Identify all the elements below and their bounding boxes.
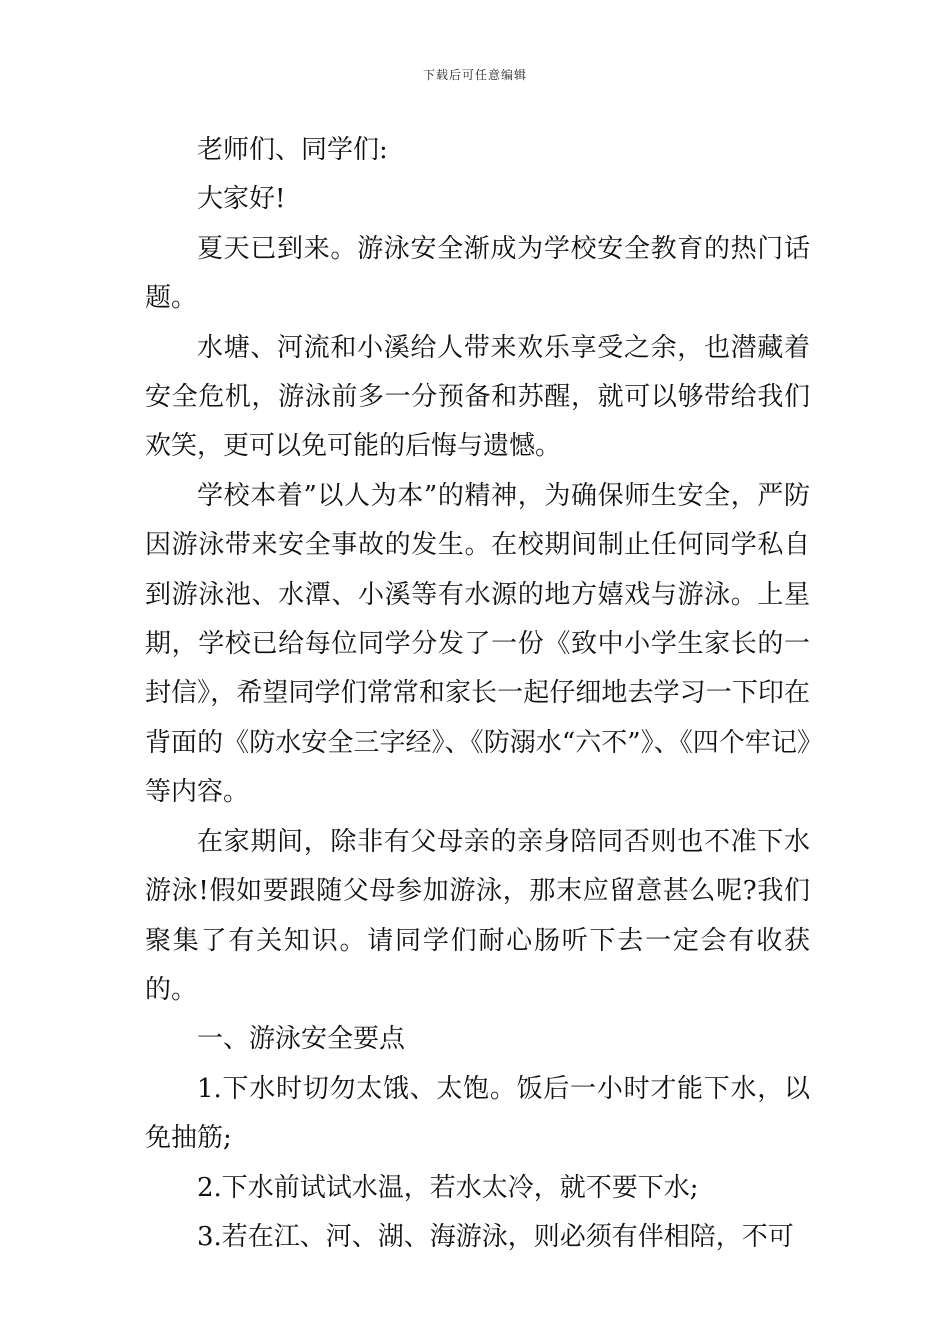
- section-heading: 一、游泳安全要点: [197, 1024, 406, 1055]
- document-body: [145, 126, 810, 1262]
- paragraph-home-safety: 在家期间，除非有父母亲的亲身陪同否则也不准下水游泳!假如要跟随父母参加游泳，那末应留意甚么呢?我们聚集了有关知识。请同学们耐心肠听下去一定会有收获的。: [145, 826, 810, 1005]
- list-item-2: 2.下水前试试水温，若水太冷，就不要下水;: [197, 1172, 699, 1203]
- list-item-3: 3.若在江、河、湖、海游泳，则必须有伴相陪，不可: [197, 1221, 794, 1252]
- paragraph-school-policy: 学校本着”以人为本”的精神，为确保师生安全，严防因游泳带来安全事故的发生。在校期间制止任何同学私自到游泳池、水潭、小溪等有水源的地方嬉戏与游泳。上星期，学校已给每位同学分发了一份《致中小学生家长的一封信》，希望同学们常常和家长一起仔细地去学习一下印在背面的《防水安全三字经》、《防溺水“六不”》、《四个牢记》等内容。: [145, 480, 810, 808]
- paragraph-intro: 夏天已到来。游泳安全渐成为学校安全教育的热门话题。: [145, 233, 810, 314]
- header-note: 下载后可任意编辑: [422, 68, 527, 82]
- list-item-1: 1.下水时切勿太饿、太饱。饭后一小时才能下水，以免抽筋;: [145, 1073, 810, 1154]
- salutation: 老师们、同学们:: [197, 135, 388, 165]
- paragraph-danger: 水塘、河流和小溪给人带来欢乐享受之余，也潜藏着安全危机，游泳前多一分预备和苏醒，就可以够带给我们欢笑，更可以免可能的后悔与遗憾。: [145, 332, 810, 462]
- greeting: 大家好!: [197, 184, 286, 215]
